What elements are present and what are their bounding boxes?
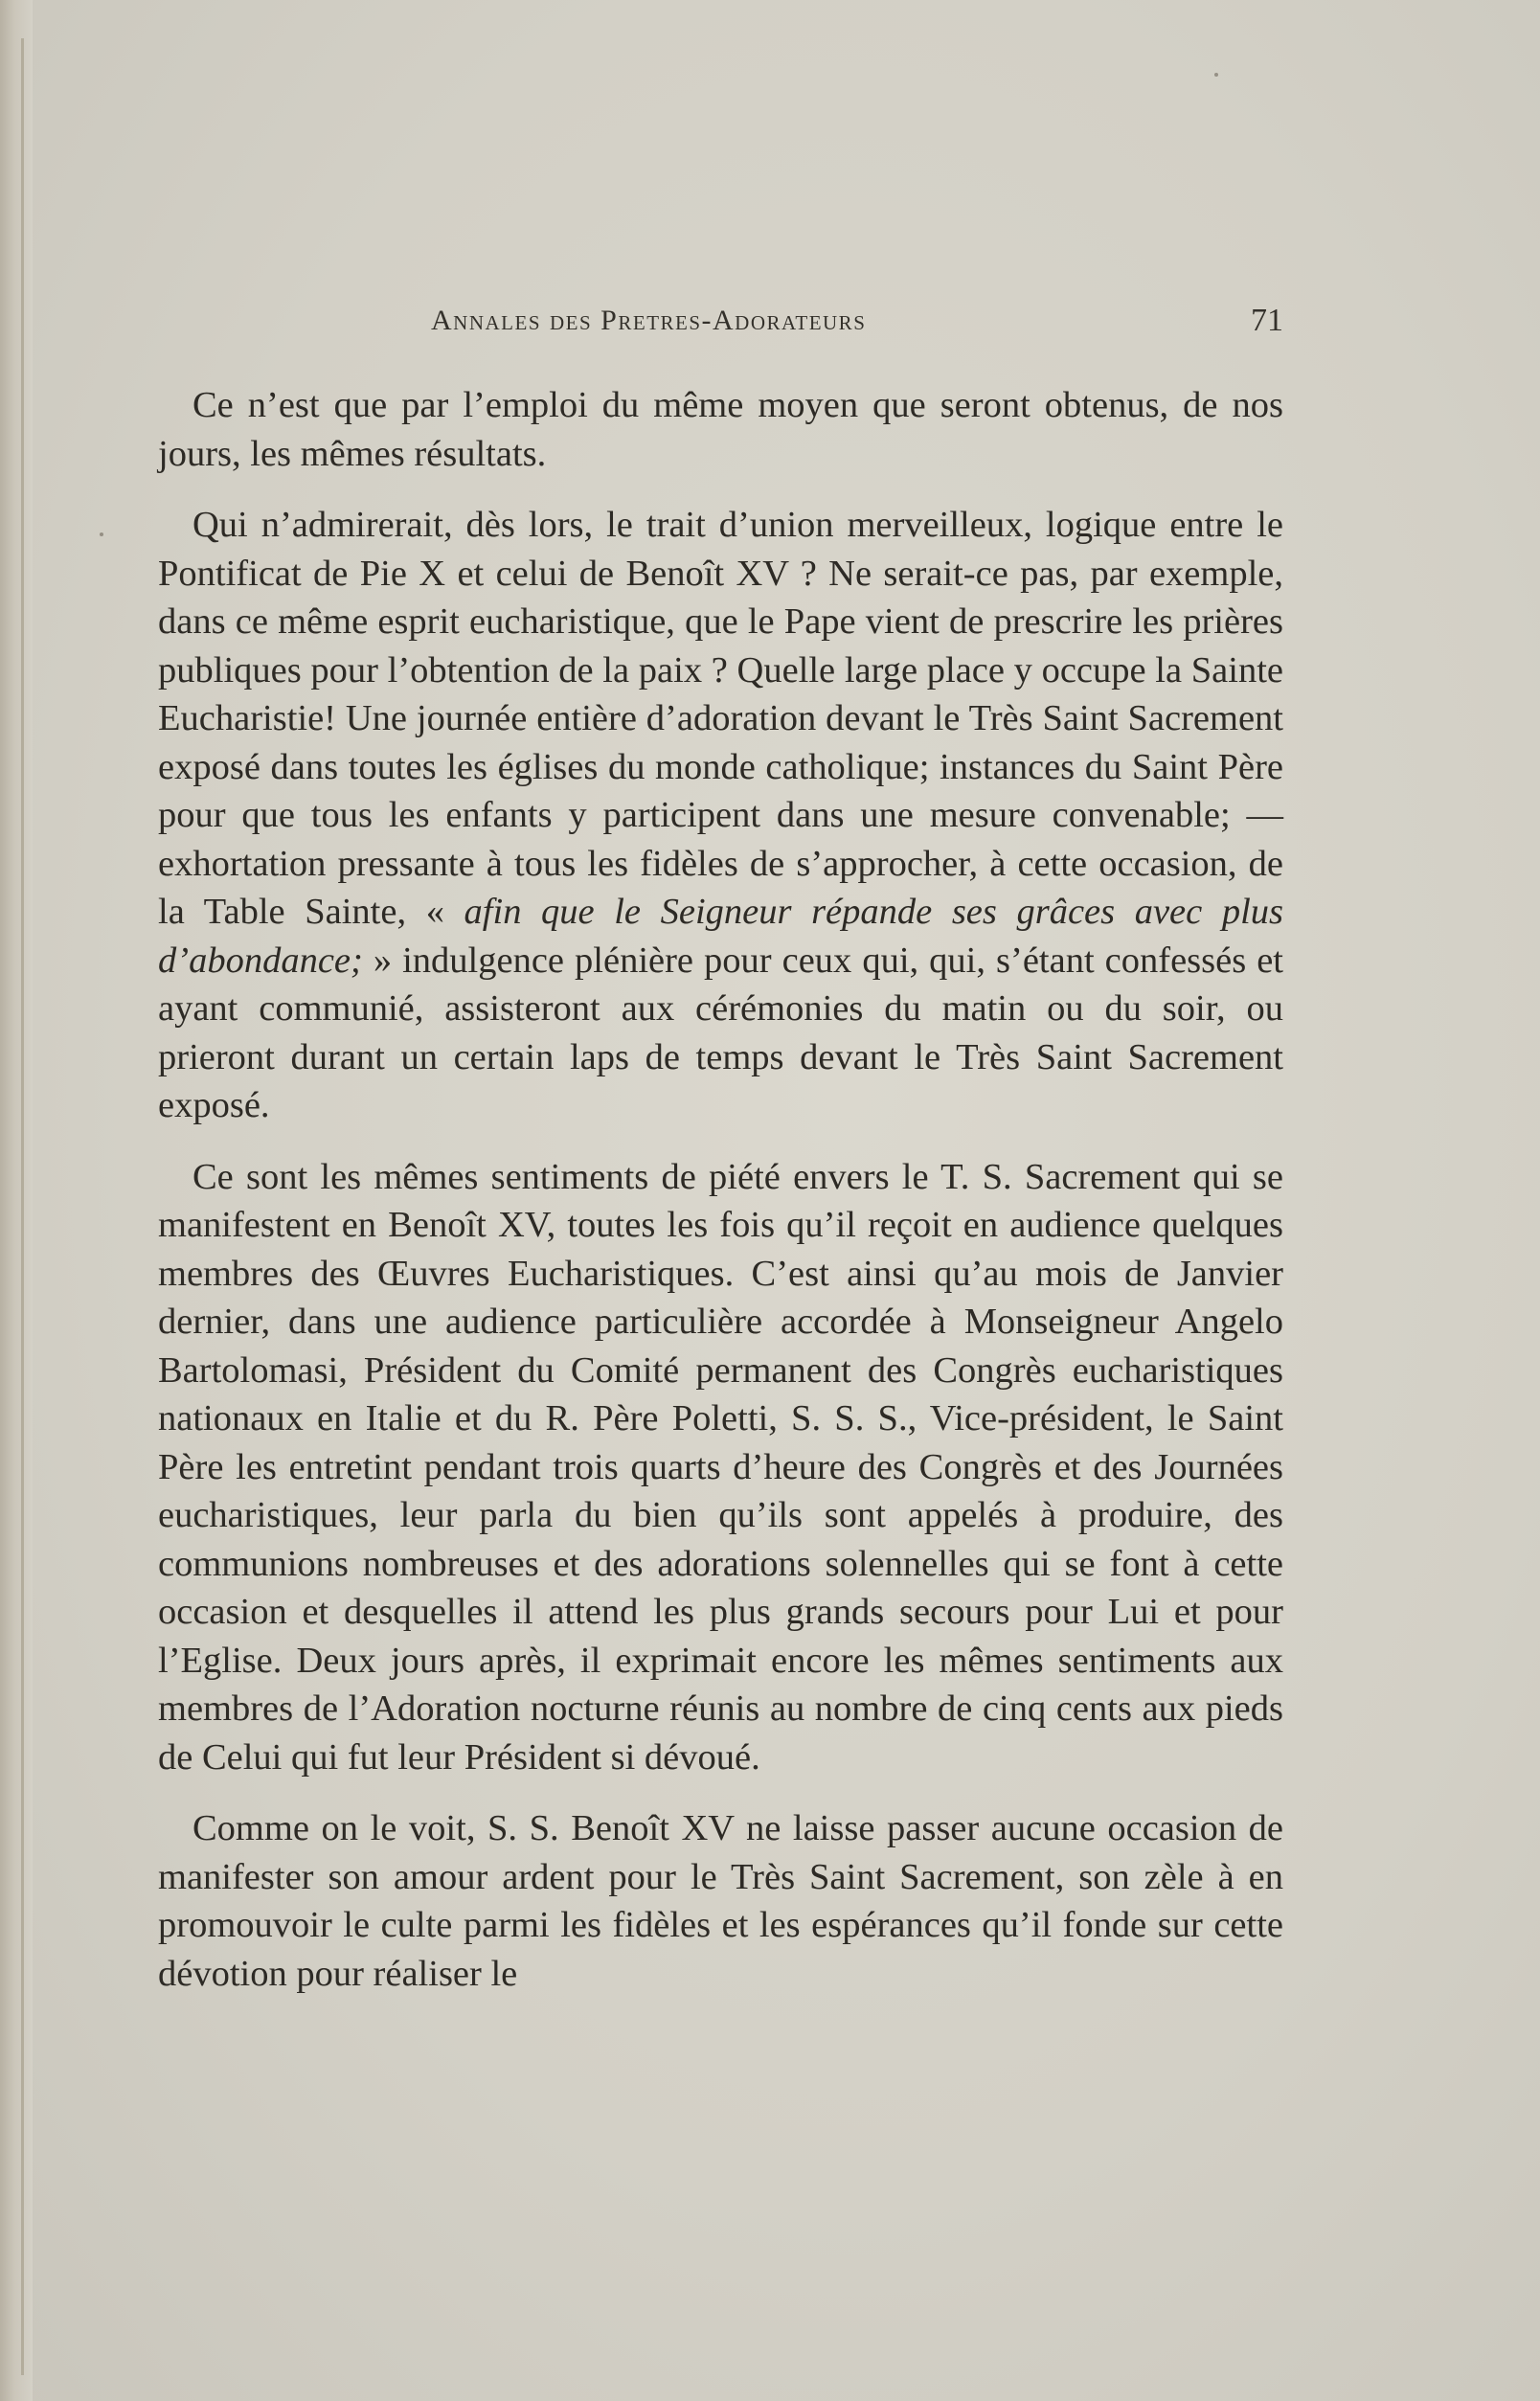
running-header — [153, 297, 1283, 354]
running-title: Annales des Pretres-Adorateurs — [431, 305, 867, 336]
paragraph-4: Comme on le voit, S. S. Benoît XV ne laisse passer aucune occasion de manifester son amour ardent pour le Très Saint Sacrement, son zèle à en promouvoir le culte parmi les fidèles et les espérances qu’il fonde sur cette dévotion pour réaliser le — [158, 1808, 1283, 1994]
paper-speck — [100, 532, 103, 536]
paper-speck — [1214, 73, 1218, 77]
paragraph-3: Ce sont les mêmes sentiments de piété envers le T. S. Sacrement qui se manifestent en Benoît XV, toutes les fois qu’il reçoit en audience quelques membres des Œuvres Eucharistiques. C’est ainsi qu’au mois de Janvier dernier, dans une audience particulière accordée à Monseigneur Angelo Bartolomasi, Président du Comité permanent des Congrès eucharistiques nationaux en Italie et du R. Père Poletti, S. S. S., Vice-président, le Saint Père les entretint pendant trois quarts d’heure des Congrès et des Journées eucharistiques, leur parla du bien qu’ils sont appelés à produire, des communions nombreuses et des adorations solennelles qui se font à cette occasion et desquelles il attend les plus grands secours pour Lui et pour l’Eglise. Deux jours après, il exprimait encore les mêmes sentiments aux membres de l’Adoration nocturne réunis au nombre de cinq cents aux pieds de Celui qui fut leur Président si dévoué. — [158, 1156, 1283, 1778]
paragraph-2 — [158, 501, 1283, 1130]
paragraph-1: Ce n’est que par l’emploi du même moyen que seront obtenus, de nos jours, les mêmes résultats. — [158, 385, 1283, 474]
paragraph-2-text-b: » indulgence plénière pour ceux qui, qui, s’étant confessés et ayant communié, assisteront aux cérémonies du matin ou du soir, ou prieront durant un certain laps de temps devant le Très Saint Sacrement exposé. — [158, 940, 1283, 1125]
body-text — [158, 381, 1283, 2021]
paragraph-2-text-a: Qui n’admirerait, dès lors, le trait d’union merveilleux, logique entre le Pontificat de Pie X et celui de Benoît XV ? Ne serait-ce pas, par exemple, dans ce même esprit eucharistique, que le Pape vient de prescrire les prières publiques pour l’obtention de la paix ? Quelle large place y occupe la Sainte Eucharistie! Une journée entière d’adoration devant le Très Saint Sacrement exposé dans toutes les églises du monde catholique; instances du Saint Père pour que tous les enfants y participent dans une mesure convenable; — exhortation pressante à tous les fidèles de s’approcher, à cette occasion, de la Table Sainte, « — [158, 505, 1283, 932]
page-fold-line — [21, 38, 24, 2375]
page-binding-edge — [0, 0, 33, 2401]
paragraph-2-italic-quote: afin que le Seigneur répande ses grâces avec plus d’abondance; — [158, 892, 1284, 981]
page-number: 71 — [1251, 303, 1283, 338]
